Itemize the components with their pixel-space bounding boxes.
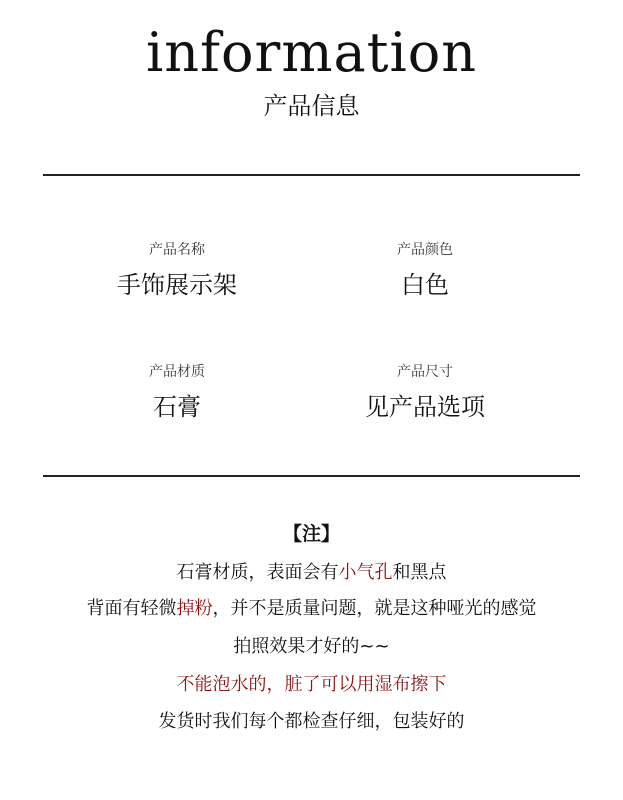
- note-text: 和黑点: [392, 562, 447, 583]
- note-highlight: 小气孔: [338, 562, 393, 583]
- spec-value: 见产品选项: [365, 393, 485, 421]
- spec-value: 手饰展示架: [117, 271, 237, 299]
- spec-label: 产品尺寸: [397, 364, 453, 380]
- spec-product-color: [325, 240, 525, 302]
- note-line-3: 拍照效果才好的~~: [233, 636, 390, 657]
- spec-value: 白色: [401, 271, 449, 299]
- spec-value: 石膏: [153, 393, 201, 421]
- spec-product-name: [77, 240, 277, 302]
- note-line-4-warning: 不能泡水的，脏了可以用湿布擦下: [176, 674, 447, 695]
- note-line-5: 发货时我们每个都检查仔细，包装好的: [158, 711, 465, 732]
- note-heading: 【注】: [282, 523, 340, 545]
- spec-label: 产品名称: [149, 242, 205, 258]
- note-text: 石膏材质，表面会有: [176, 562, 339, 583]
- note-text: ，并不是质量问题，就是这种哑光的感觉: [212, 598, 537, 619]
- bottom-divider: [43, 475, 580, 477]
- note-line-2: [0, 596, 623, 622]
- spec-label: 产品颜色: [397, 242, 453, 258]
- note-line-1: [0, 560, 623, 586]
- spec-product-size: [325, 362, 525, 424]
- page-title-chinese: 产品信息: [263, 92, 360, 120]
- page-title-english: information: [145, 21, 478, 84]
- top-divider: [43, 174, 580, 176]
- note-highlight: 掉粉: [176, 598, 213, 619]
- spec-label: 产品材质: [149, 364, 205, 380]
- spec-product-material: [77, 362, 277, 424]
- note-text: 背面有轻微: [86, 598, 177, 619]
